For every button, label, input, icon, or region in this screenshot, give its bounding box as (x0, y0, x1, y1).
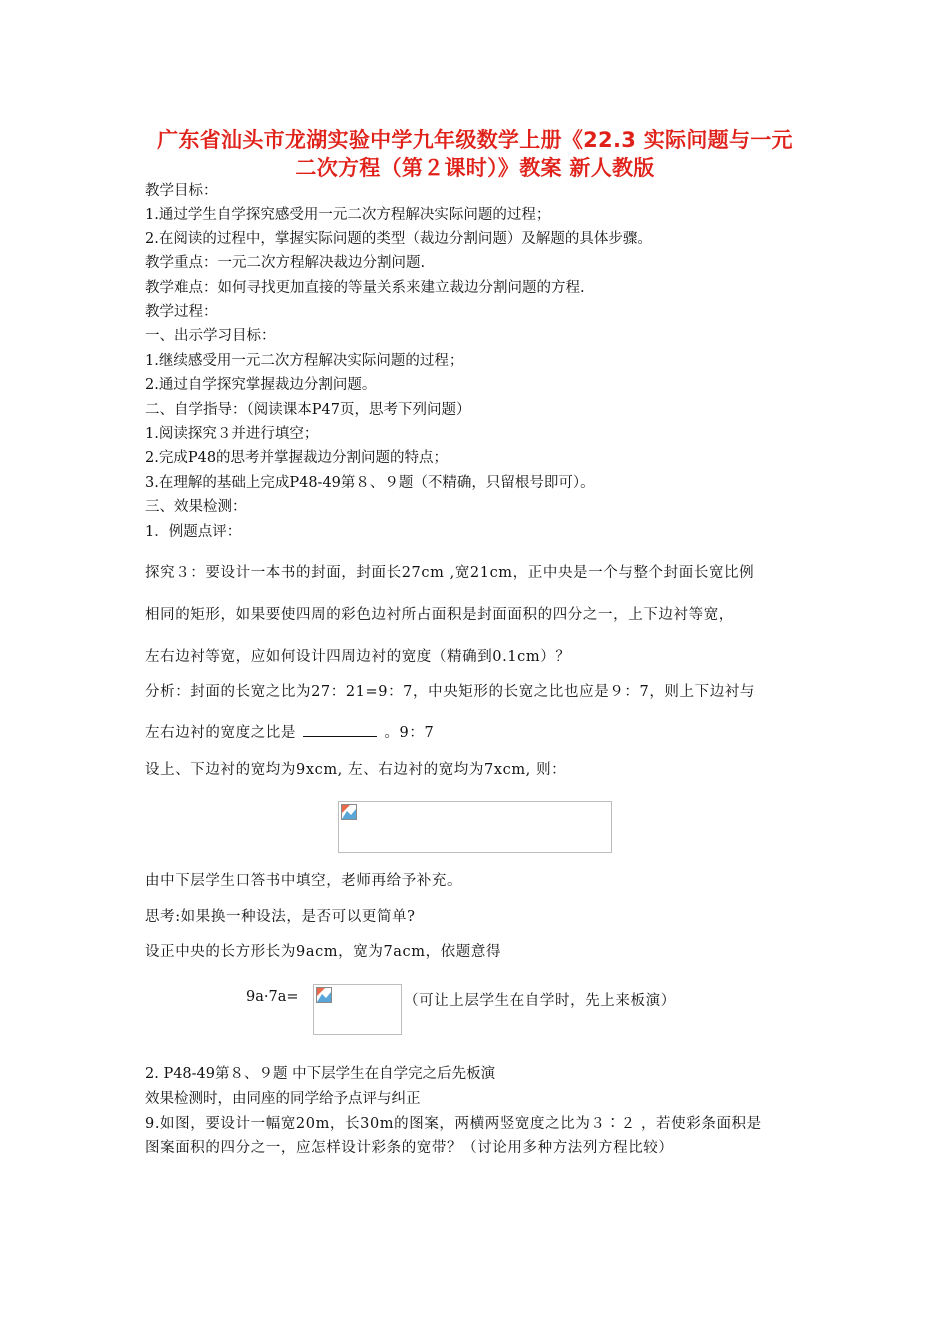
equation-image-placeholder (338, 801, 612, 853)
goal-item-1: 1.通过学生自学探究感受用一元二次方程解决实际问题的过程； (145, 207, 551, 223)
goal-item-2: 2.在阅读的过程中，掌握实际问题的类型（裁边分割问题）及解题的具体步骤。 (145, 231, 652, 247)
document-title-line-2: 二次方程（第２课时）》教案 新人教版 (295, 156, 655, 180)
section-1-heading: 一、出示学习目标： (145, 328, 276, 344)
teacher-note: 由中下层学生口答书中填空，老师再给予补充。 (145, 873, 463, 889)
section-1-item-1: 1.继续感受用一元二次方程解决实际问题的过程； (145, 353, 464, 369)
equation-image-placeholder-2 (313, 984, 402, 1035)
answer-blank (303, 724, 377, 737)
section-1-item-2: 2.通过自学探究掌握裁边分割问题。 (145, 377, 377, 393)
example-paragraph-1: 探究３：要设计一本书的封面，封面长27cm ,宽21cm，正中央是一个与整个封面长宽比例 (145, 565, 755, 581)
section-2-item-1: 1.阅读探究３并进行填空； (145, 426, 319, 442)
broken-image-icon (316, 987, 332, 1003)
ratio-question-text: 左右边衬的宽度之比是 (145, 725, 296, 741)
difficult-point: 教学难点：如何寻找更加直接的等量关系来建立裁边分割问题的方程. (145, 280, 585, 296)
process-heading: 教学过程： (145, 304, 218, 320)
analysis-paragraph-1: 分析：封面的长宽之比为27：21=9：7，中央矩形的长宽之比也应是９：7，则上下边衬与 (145, 684, 756, 700)
problem-9-line-2: 图案面积的四分之一，应怎样设计彩条的宽带？（讨论用多种方法列方程比较） (145, 1140, 674, 1156)
exercise-line-2: 效果检测时，由同座的同学给予点评与纠正 (145, 1091, 421, 1107)
section-2-heading: 二、自学指导：（阅读课本P47页，思考下列问题） (145, 402, 471, 418)
section-3-item-1: 1．例题点评： (145, 524, 242, 540)
assumption-text: 设上、下边衬的宽均为9xcm, 左、右边衬的宽均为7xcm, 则： (145, 762, 567, 778)
key-point: 教学重点：一元二次方程解决裁边分割问题. (145, 255, 426, 271)
section-2-item-2: 2.完成P48的思考并掌握裁边分割问题的特点； (145, 450, 449, 466)
teaching-goals-heading: 教学目标： (145, 183, 218, 199)
section-2-item-3: 3.在理解的基础上完成P48-49第８、９题（不精确，只留根号即可）。 (145, 475, 595, 491)
exercise-line-1: 2. P48-49第８、９题 中下层学生在自学完之后先板演 (145, 1066, 496, 1082)
example-paragraph-2: 相同的矩形，如果要使四周的彩色边衬所占面积是封面面积的四分之一，上下边衬等宽， (145, 607, 734, 623)
alternative-setup: 设正中央的长方形长为9acm，宽为7acm，依题意得 (145, 944, 502, 960)
analysis-paragraph-2 (145, 721, 434, 742)
document-title-line-1: 广东省汕头市龙湖实验中学九年级数学上册《22.3 实际问题与一元 (157, 128, 793, 152)
equation-note: （可让上层学生在自学时，先上来板演） (404, 993, 676, 1009)
example-paragraph-3: 左右边衬等宽，应如何设计四周边衬的宽度（精确到0.1cm）？ (145, 649, 571, 665)
think-question: 思考:如果换一种设法，是否可以更简单? (145, 909, 416, 925)
section-3-heading: 三、效果检测： (145, 499, 247, 515)
ratio-answer-text: 。9：7 (384, 725, 435, 741)
broken-image-icon (341, 804, 357, 820)
equation-left-side: 9a·7a= (246, 989, 299, 1005)
problem-9-line-1: 9.如图，要设计一幅宽20m，长30m的图案，两横两竖宽度之比为３∶２ ，若使彩条面积是 (145, 1116, 762, 1132)
